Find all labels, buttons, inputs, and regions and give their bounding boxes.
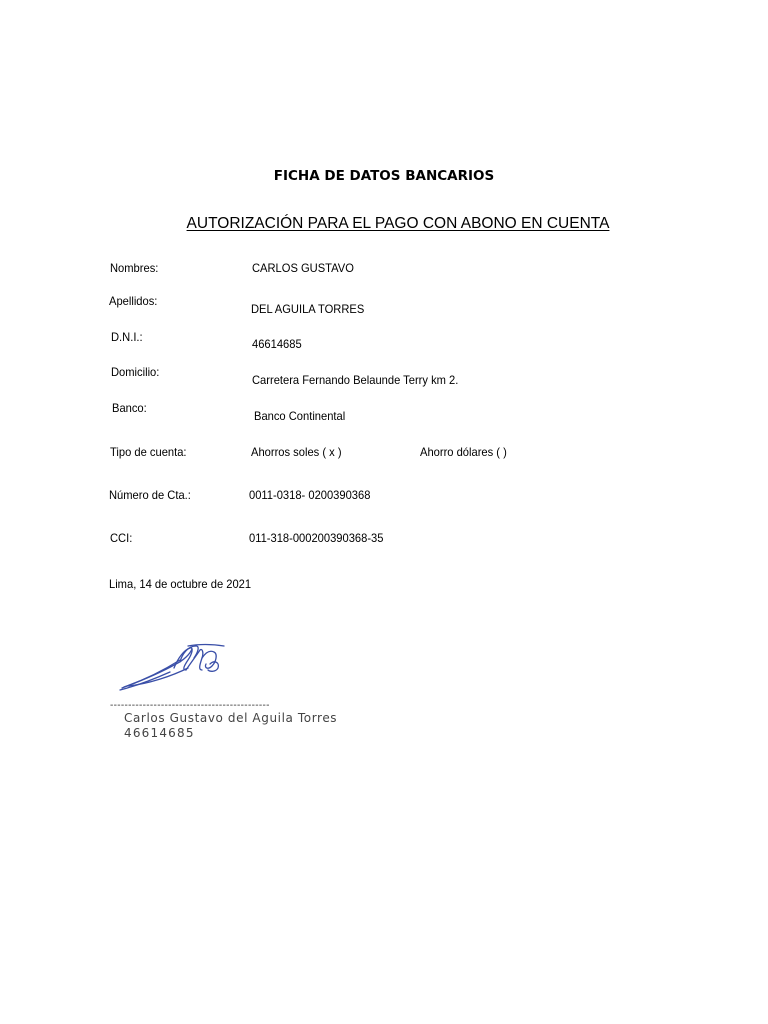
signer-name: Carlos Gustavo del Aguila Torres (124, 711, 338, 725)
dni-label: D.N.I.: (111, 330, 143, 344)
numero-cta-label: Número de Cta.: (109, 488, 191, 502)
banco-value: Banco Continental (254, 409, 346, 423)
form-title: FICHA DE DATOS BANCARIOS (273, 168, 495, 184)
tipo-cuenta-label: Tipo de cuenta: (110, 445, 187, 459)
place-date: Lima, 14 de octubre de 2021 (109, 577, 252, 591)
nombres-label: Nombres: (110, 261, 159, 275)
nombres-value: CARLOS GUSTAVO (252, 261, 354, 275)
apellidos-value: DEL AGUILA TORRES (251, 302, 365, 316)
domicilio-label: Domicilio: (111, 365, 160, 379)
banco-label: Banco: (112, 401, 147, 415)
dni-value: 46614685 (252, 337, 302, 351)
numero-cta-value: 0011-0318- 0200390368 (249, 488, 371, 502)
tipo-cuenta-soles: Ahorros soles ( x ) (251, 445, 342, 459)
domicilio-value: Carretera Fernando Belaunde Terry km 2. (252, 373, 459, 387)
cci-value: 011-318-000200390368-35 (249, 531, 384, 545)
tipo-cuenta-dolares: Ahorro dólares ( ) (420, 445, 507, 459)
signature-line: -------------------------------------------- (110, 700, 270, 711)
apellidos-label: Apellidos: (109, 294, 158, 308)
cci-label: CCI: (110, 531, 133, 545)
signer-id: 46614685 (124, 726, 195, 740)
form-subtitle: AUTORIZACIÓN PARA EL PAGO CON ABONO EN CUENTA (186, 215, 610, 232)
handwritten-signature (118, 640, 230, 692)
